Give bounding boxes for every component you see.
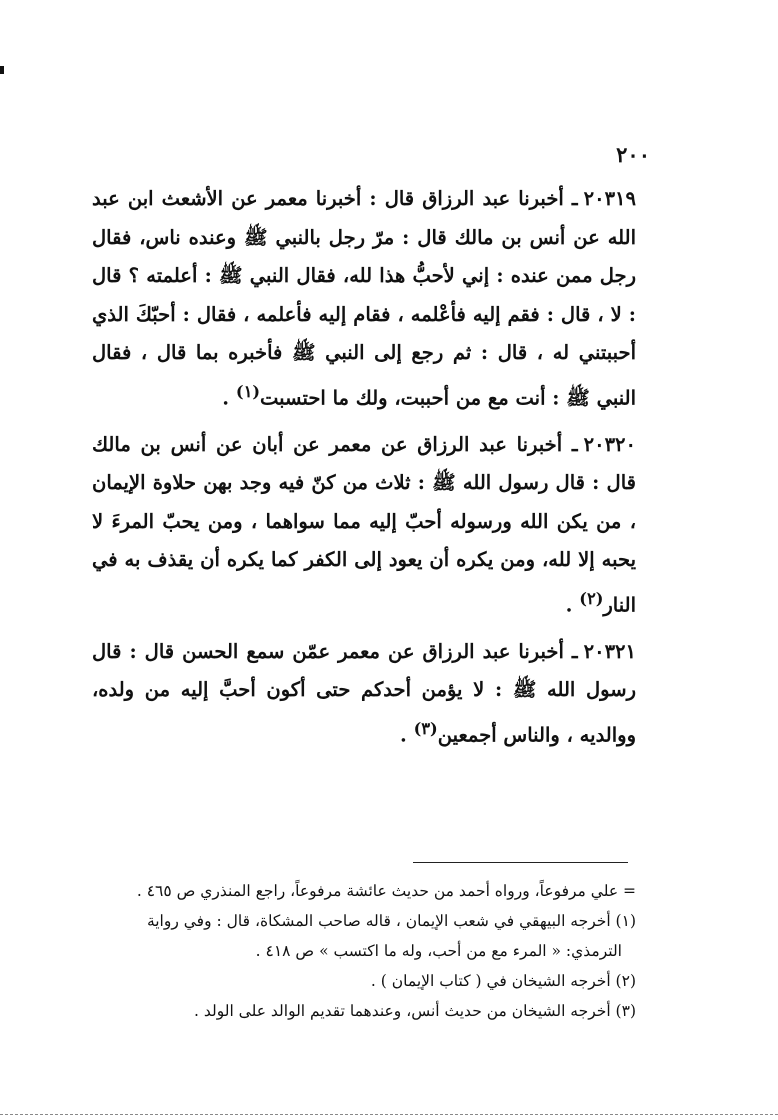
footnote-1: (١) أخرجه البيهقي في شعب الإيمان ، قاله صاحب المشكاة، قال : وفي رواية <box>146 912 636 930</box>
footnote-continuation: = علي مرفوعاً، ورواه أحمد من حديث عائشة مرفوعاً، راجع المنذري ص ٤٦٥ . <box>136 882 636 900</box>
footnote-2: (٢) أخرجه الشيخان في ( كتاب الإيمان ) . <box>370 972 636 990</box>
footnote-ref[interactable]: (٢) <box>579 588 604 608</box>
hadith-number: ٢٠٣٢٠ <box>583 432 636 456</box>
footnote-ref[interactable]: (٣) <box>413 718 438 738</box>
footnote-1-continued: الترمذي: « المرء مع من أحب، وله ما اكتسب » ص ٤١٨ . <box>255 942 622 960</box>
scan-edge-mark <box>0 66 4 74</box>
hadith-number: ٢٠٣٢١ <box>583 639 636 663</box>
hadith-20321 <box>92 633 636 755</box>
hadith-20319 <box>92 180 636 418</box>
hadith-end: . <box>400 723 414 746</box>
hadith-body <box>92 180 636 755</box>
hadith-end: . <box>222 386 236 409</box>
hadith-text: ـ أخبرنا عبد الرزاق عن معمر عن أبان عن أنس بن مالك قال : قال رسول الله ﷺ : ثلاث من كنّ فيه وجد بهن حلاوة الإيمان ، من يكن الله ورسوله أحبّ إليه مما سواهما ، ومن يحبّ المرءَ لا يحبه إلا لله، ومن يكره أن يعود إلى الكفر كما يكره أن يقذف به في النار <box>92 432 636 616</box>
scan-bottom-edge <box>0 1114 778 1115</box>
hadith-number: ٢٠٣١٩ <box>583 187 636 210</box>
footnote-ref[interactable]: (١) <box>235 381 261 401</box>
footnote-3: (٣) أخرجه الشيخان من حديث أنس، وعندهما تقديم الوالد على الولد . <box>194 1002 636 1020</box>
page-number: ٢٠٠ <box>616 142 650 167</box>
footnotes <box>100 876 636 1026</box>
hadith-text: ـ أخبرنا عبد الرزاق عن معمر عمّن سمع الحسن قال : قال رسول الله ﷺ : لا يؤمن أحدكم حتى أكون أحبَّ إليه من ولده، ووالديه ، والناس أجمعين <box>92 639 636 746</box>
hadith-end: . <box>565 593 580 616</box>
hadith-text: ـ أخبرنا عبد الرزاق قال : أخبرنا معمر عن الأشعث ابن عبد الله عن أنس بن مالك قال : مرّ رجل بالنبي ﷺ وعنده ناس، فقال رجل ممن عنده : إني لأحبُّ هذا لله، فقال النبي ﷺ : أعلمته ؟ قال : لا ، قال : فقم إليه فأعْلمه ، فقام إليه فأعلمه ، فقال : أحبّكَ الذي أحببتني له ، قال : ثم رجع إلى النبي ﷺ فأخبره بما قال ، فقال النبي ﷺ : أنت مع من أحببت، ولك ما احتسبت <box>92 187 636 409</box>
hadith-20320 <box>92 426 636 625</box>
footnote-separator <box>413 862 628 863</box>
